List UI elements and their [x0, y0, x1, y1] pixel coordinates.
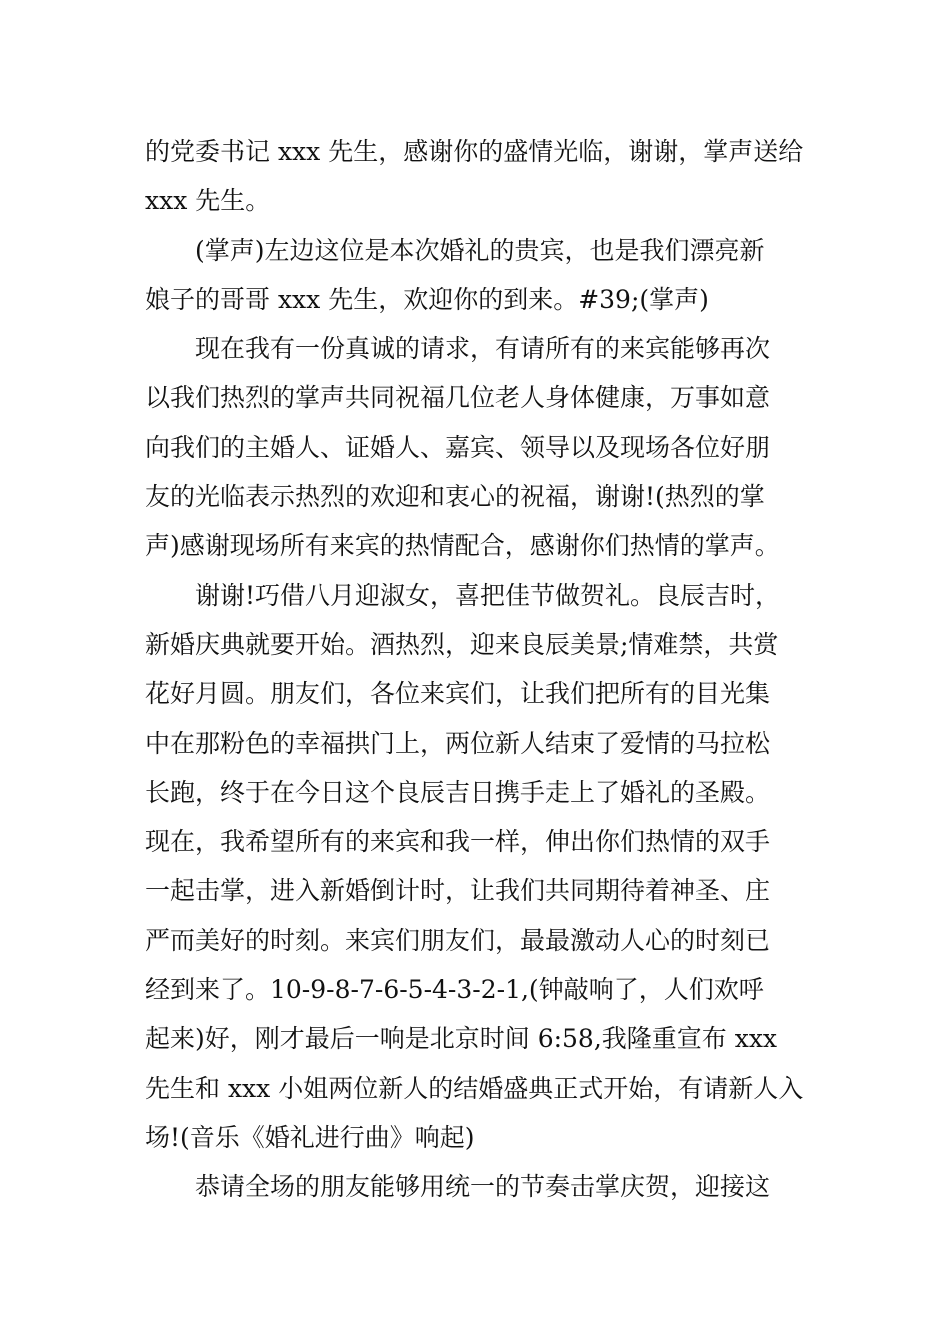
paragraph-start-line: 现在我有一份真诚的请求，有请所有的来宾能够再次 — [195, 334, 771, 364]
text-line: xxx 先生。 — [145, 186, 271, 216]
text-line: 先生和 xxx 小姐两位新人的结婚盛典正式开始，有请新人入 — [145, 1073, 804, 1103]
text-line: 现在，我希望所有的来宾和我一样，伸出你们热情的双手 — [145, 827, 771, 857]
text-line: 新婚庆典就要开始。酒热烈，迎来良辰美景;情难禁，共赏 — [145, 629, 779, 659]
text-line: 场!(音乐《婚礼进行曲》响起) — [145, 1122, 475, 1152]
text-line: 的党委书记 xxx 先生，感谢你的盛情光临，谢谢，掌声送给 — [145, 137, 804, 166]
text-line: 以我们热烈的掌声共同祝福几位老人身体健康，万事如意 — [145, 383, 771, 413]
text-line: 中在那粉色的幸福拱门上，两位新人结束了爱情的马拉松 — [145, 728, 771, 758]
text-line: 经到来了。10-9-8-7-6-5-4-3-2-1,(钟敲响了，人们欢呼 — [145, 975, 764, 1005]
text-line: 向我们的主婚人、证婚人、嘉宾、领导以及现场各位好朋 — [145, 432, 771, 462]
text-line: 声)感谢现场所有来宾的热情配合，感谢你们热情的掌声。 — [145, 531, 780, 561]
text-line: 一起击掌，进入新婚倒计时，让我们共同期待着神圣、庄 — [145, 876, 771, 906]
text-line: 起来)好，刚才最后一响是北京时间 6:58,我隆重宣布 xxx — [145, 1024, 778, 1054]
text-line: 花好月圆。朋友们，各位来宾们，让我们把所有的目光集 — [145, 679, 771, 709]
body-text — [145, 127, 810, 1212]
text-line: 长跑，终于在今日这个良辰吉日携手走上了婚礼的圣殿。 — [145, 777, 771, 807]
text-line: 严而美好的时刻。来宾们朋友们，最最激动人心的时刻已 — [145, 925, 771, 955]
paragraph-start-line: 谢谢!巧借八月迎淑女，喜把佳节做贺礼。良辰吉时， — [195, 580, 781, 610]
paragraph-start-line: 恭请全场的朋友能够用统一的节奏击掌庆贺，迎接这 — [195, 1172, 771, 1202]
text-line: 娘子的哥哥 xxx 先生，欢迎你的到来。#39;(掌声) — [145, 284, 709, 314]
paragraph-start-line: (掌声)左边这位是本次婚礼的贵宾，也是我们漂亮新 — [195, 235, 765, 265]
text-line: 友的光临表示热烈的欢迎和衷心的祝福，谢谢!(热烈的掌 — [145, 482, 765, 512]
